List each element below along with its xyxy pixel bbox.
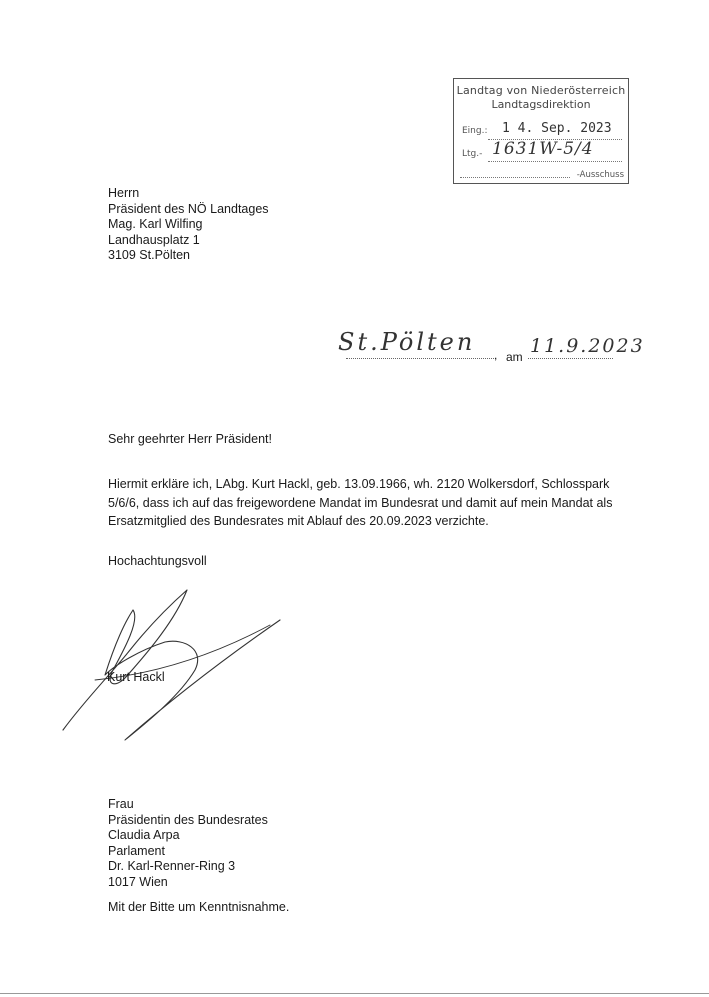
recipient-line: Landhausplatz 1 xyxy=(108,232,200,247)
place-date-line xyxy=(336,328,645,370)
recipient-line: 3109 St.Pölten xyxy=(108,248,191,262)
letter-body xyxy=(108,475,628,531)
stamp-title: Landtag von Niederösterreich xyxy=(456,84,626,97)
recipient-line: Herrn xyxy=(108,186,140,200)
am-label: am xyxy=(506,350,523,364)
stamp-ltg-number: 1631W-5/4 xyxy=(492,139,594,159)
footer-note: Mit der Bitte um Kenntnisnahme. xyxy=(108,900,290,914)
stamp-eing-label: Eing.: xyxy=(462,126,488,136)
stamp-subtitle: Landtagsdirektion xyxy=(491,98,591,111)
cc-line: Claudia Arpa xyxy=(108,828,180,842)
stamp-ausschuss-dots xyxy=(460,177,570,178)
body-line: Ersatzmitglied des Bundesrates mit Ablauf des 20.09.2023 verzichte. xyxy=(108,514,489,528)
place-comma: , xyxy=(494,348,498,362)
date-dots xyxy=(528,358,613,359)
body-line: Hiermit erkläre ich, LAbg. Kurt Hackl, geb. 13.09.1966, wh. 2120 Wolkersdorf, Schlosspark xyxy=(108,477,610,491)
handwritten-date: 11.9.2023 xyxy=(530,335,645,357)
stamp-ltg-label: Ltg.- xyxy=(462,149,483,159)
cc-line: Frau xyxy=(108,797,134,811)
receipt-stamp xyxy=(453,78,629,184)
stamp-ausschuss-label: -Ausschuss xyxy=(576,170,624,180)
cc-line: Dr. Karl-Renner-Ring 3 xyxy=(108,859,236,873)
cc-line: Parlament xyxy=(108,843,165,858)
page-bottom-edge xyxy=(0,993,709,994)
cc-line: Präsidentin des Bundesrates xyxy=(108,812,268,827)
closing: Hochachtungsvoll xyxy=(108,554,207,568)
recipient-line: Präsident des NÖ Landtages xyxy=(108,201,269,216)
stamp-ltg-dots xyxy=(488,161,622,162)
signature-scribble xyxy=(55,580,295,750)
recipient-line: Mag. Karl Wilfing xyxy=(108,217,203,231)
salutation: Sehr geehrter Herr Präsident! xyxy=(108,432,272,446)
recipient-address xyxy=(108,186,269,264)
place-dots xyxy=(346,358,496,359)
cc-address xyxy=(108,797,268,890)
handwritten-place: St.Pölten xyxy=(338,328,476,356)
body-line: 5/6/6, dass ich auf das freigewordene Mandat im Bundesrat und damit auf mein Mandat als xyxy=(108,495,613,510)
stamp-eing-date: 1 4. Sep. 2023 xyxy=(502,121,612,136)
cc-line: 1017 Wien xyxy=(108,874,168,889)
signatory-name: Kurt Hackl xyxy=(107,670,165,684)
